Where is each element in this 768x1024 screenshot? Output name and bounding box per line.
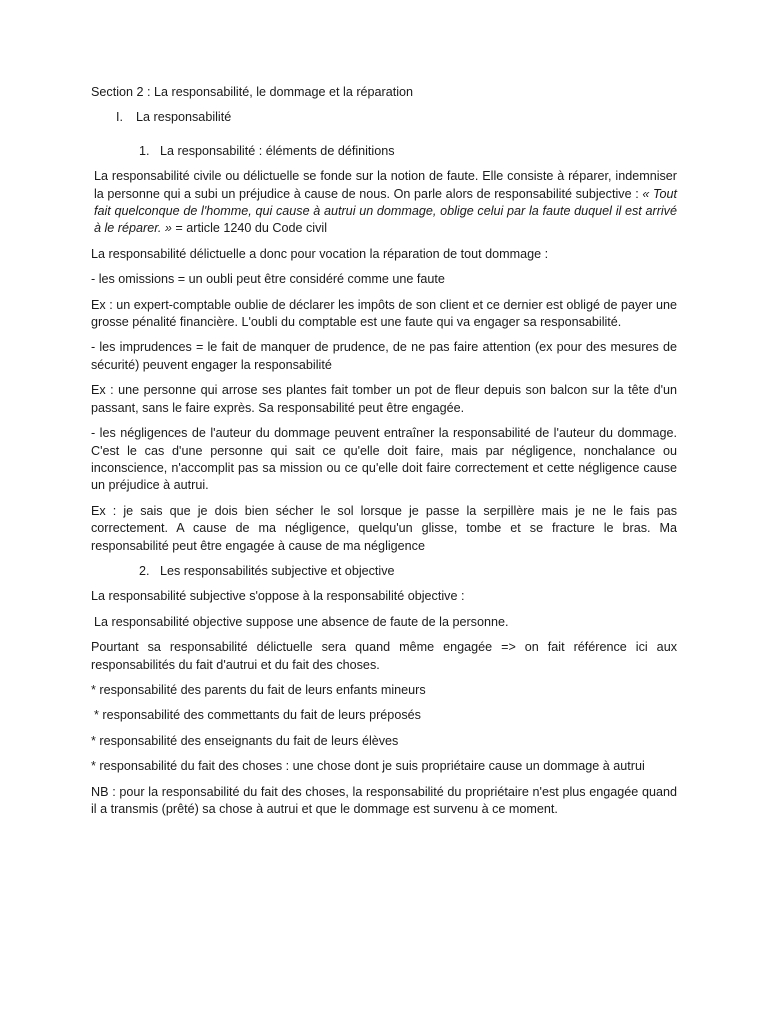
heading-part-1: [116, 109, 677, 126]
paragraph-imprudences: - les imprudences = le fait de manquer de prudence, de ne pas faire attention (ex pour des mesures de sécurité) peuvent engager la responsabilité: [91, 340, 677, 372]
heading-sub-1-label: La responsabilité : éléments de définitions: [160, 143, 395, 158]
section-title: Section 2 : La responsabilité, le dommage et la réparation: [91, 85, 414, 99]
list-item-parents: * responsabilité des parents du fait de leurs enfants mineurs: [91, 682, 426, 697]
paragraph-example-imprudence: Ex : une personne qui arrose ses plantes fait tomber un pot de fleur depuis son balcon sur la tête d'un passant, sans le faire exprès. Sa responsabilité peut être engagée.: [91, 383, 677, 415]
paragraph-definition: [91, 168, 677, 238]
heading-sub-2-number: 2.: [139, 563, 150, 578]
list-item-choses: * responsabilité du fait des choses : une chose dont je suis propriétaire cause un dommage à autrui: [91, 759, 645, 774]
paragraph-definition-text: La responsabilité civile ou délictuelle se fonde sur la notion de faute. Elle consiste à réparer, indemniser la personne qui a subi un préjudice à cause de nous. On parle alors de responsabilité subjective :: [94, 169, 677, 201]
paragraph-omissions: - les omissions = un oubli peut être considéré comme une faute: [91, 272, 445, 287]
heading-sub-1: [139, 143, 677, 160]
heading-part-1-label: La responsabilité: [136, 110, 232, 125]
heading-sub-2: [139, 563, 677, 580]
document-page: [91, 84, 677, 826]
paragraph-negligences: - les négligences de l'auteur du dommage peuvent entraîner la responsabilité de l'auteur du dommage. C'est le cas d'une personne qui sait ce qu'elle doit faire, mais par négligence, nonchalance ou inconscience, n'accomplit pas sa mission ou ce qu'elle doit faire correctement et cette négligence cause un préjudice à autrui.: [91, 426, 677, 493]
paragraph-opposition: La responsabilité subjective s'oppose à la responsabilité objective :: [91, 589, 465, 604]
list-item-commettants: * responsabilité des commettants du fait de leurs préposés: [94, 708, 421, 723]
heading-sub-1-number: 1.: [139, 143, 150, 158]
heading-sub-2-label: Les responsabilités subjective et objective: [160, 563, 395, 578]
paragraph-nb: NB : pour la responsabilité du fait des choses, la responsabilité du propriétaire n'est plus engagée quand il a transmis (prêté) sa chose à autrui et que le dommage est survenu à ce moment.: [91, 784, 677, 816]
heading-part-1-number: I.: [116, 110, 123, 125]
paragraph-definition-ref: = article 1240 du Code civil: [171, 221, 327, 236]
paragraph-pourtant: Pourtant sa responsabilité délictuelle sera quand même engagée => on fait référence ici aux responsabilités du fait d'autrui et du fait des choses.: [91, 640, 677, 672]
paragraph-objective: La responsabilité objective suppose une absence de faute de la personne.: [94, 614, 509, 629]
paragraph-example-negligence: Ex : je sais que je dois bien sécher le sol lorsque je passe la serpillère mais je ne le fais pas correctement. A cause de ma négligence, quelqu'un glisse, tombe et se fracture le bras. Ma responsabilité peut être engagée à cause de ma négligence: [91, 503, 677, 553]
civil-code-quote: « Tout fait quelconque de l'homme, qui cause à autrui un dommage, oblige celui par la faute duquel il est arrivé à le réparer. »: [94, 186, 677, 236]
paragraph-example-omission: Ex : un expert-comptable oublie de déclarer les impôts de son client et ce dernier est obligé de payer une grosse pénalité financière. L'oubli du comptable est une faute qui va engager sa responsabilité.: [91, 297, 677, 330]
list-item-enseignants: * responsabilité des enseignants du fait de leurs élèves: [91, 733, 399, 748]
paragraph-vocation: La responsabilité délictuelle a donc pour vocation la réparation de tout dommage :: [91, 246, 549, 261]
